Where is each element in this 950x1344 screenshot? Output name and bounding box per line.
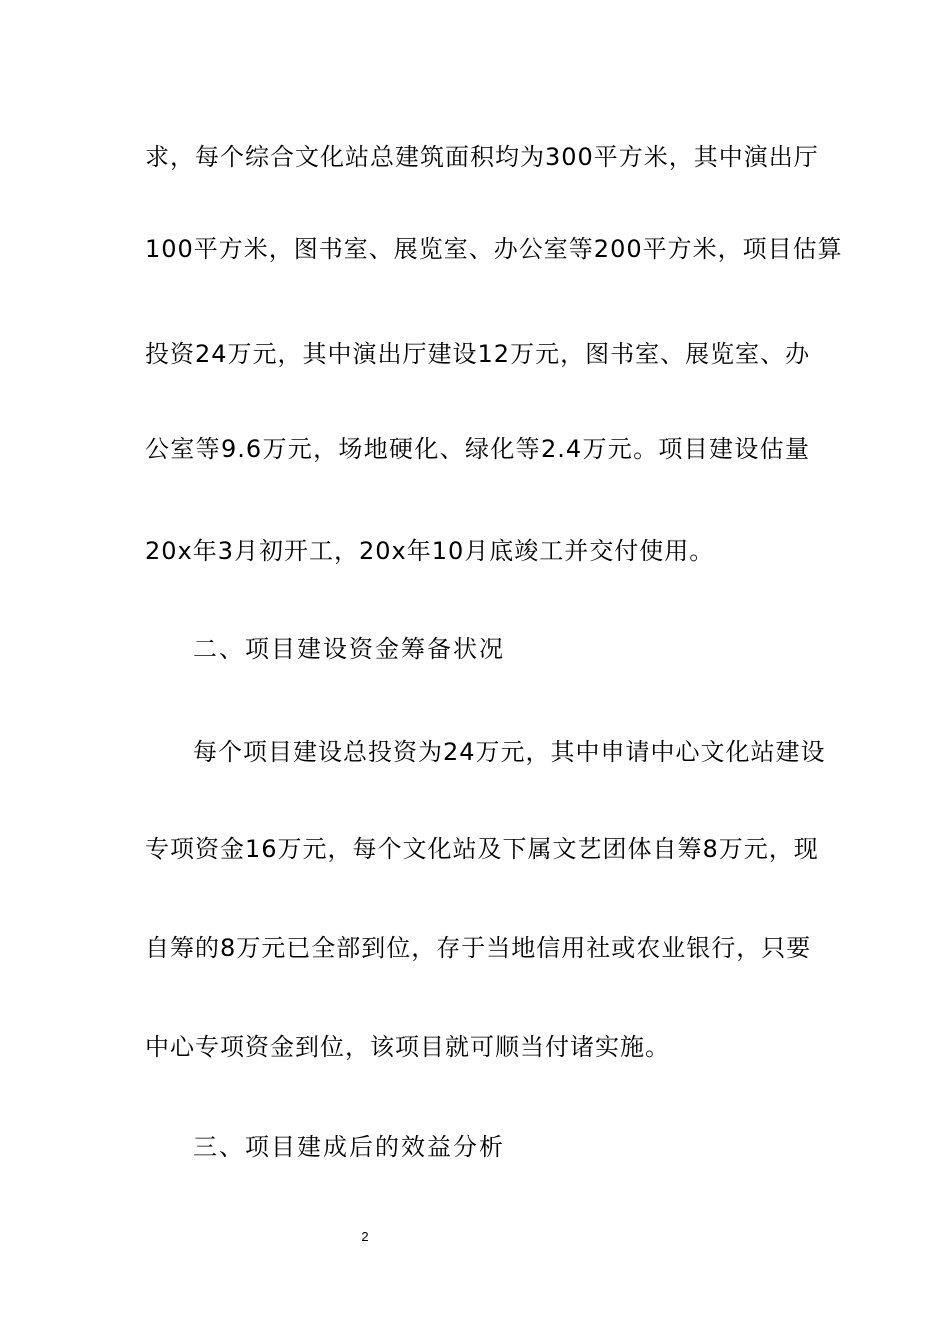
section-heading-3: 三、项目建成后的效益分析 — [193, 1133, 505, 1161]
section-heading-2: 二、项目建设资金筹备状况 — [193, 635, 505, 663]
paragraph-line: 20x年3月初开工，20x年10月底竣工并交付使用。 — [145, 537, 715, 565]
paragraph-line: 投资24万元，其中演出厅建设12万元，图书室、展览室、办 — [145, 340, 811, 368]
paragraph-line: 公室等9.6万元，场地硬化、绿化等2.4万元。项目建设估量 — [145, 435, 810, 463]
paragraph-line: 求，每个综合文化站总建筑面积均为300平方米，其中演出厅 — [145, 143, 819, 171]
paragraph-line: 每个项目建设总投资为24万元，其中申请中心文化站建设 — [193, 738, 826, 766]
paragraph-line: 100平方米，图书室、展览室、办公室等200平方米，项目估算 — [145, 235, 843, 263]
paragraph-line: 自筹的8万元已全部到位，存于当地信用社或农业银行，只要 — [145, 934, 812, 962]
page-number: 2 — [361, 1229, 369, 1244]
paragraph-line: 专项资金16万元，每个文化站及下属文艺团体自筹8万元，现 — [145, 835, 819, 863]
paragraph-line: 中心专项资金到位，该项目就可顺当付诸实施。 — [145, 1033, 670, 1061]
